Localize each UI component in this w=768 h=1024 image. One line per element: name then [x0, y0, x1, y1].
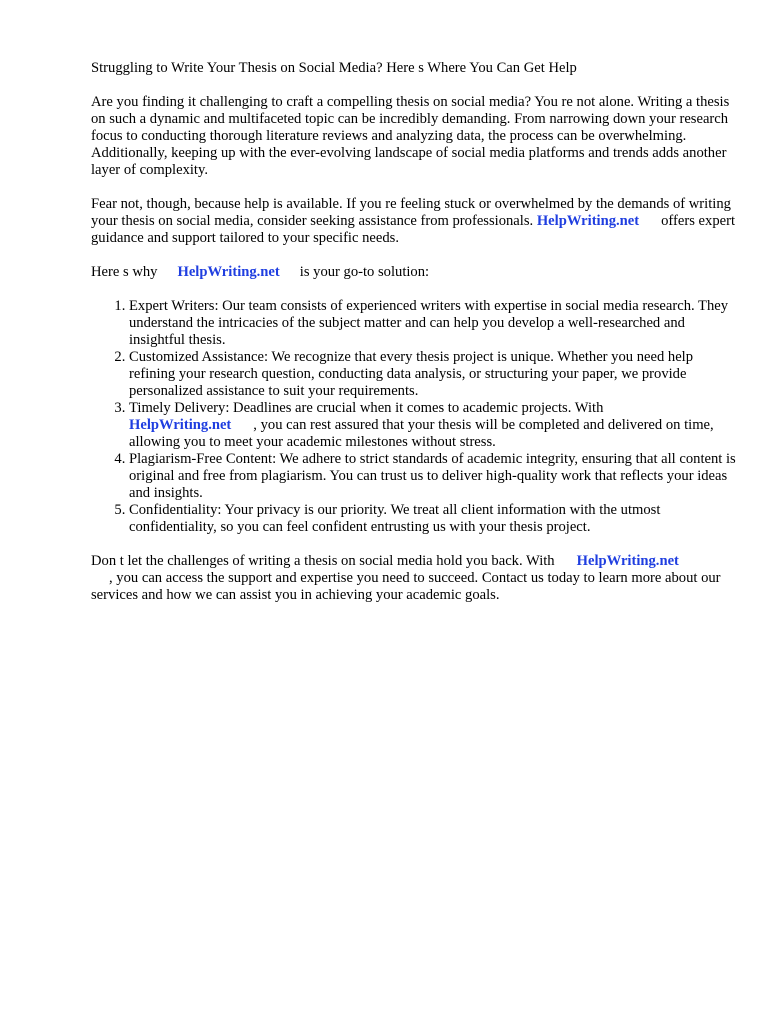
list-item: [129, 400, 736, 451]
list-item-text: Expert Writers: Our team consists of experienced writers with expertise in social media research. They understand the intricacies of the subject matter and can help you develop a well-researched and insightful thesis.: [129, 298, 729, 348]
closing-after: , you can access the support and expertise you need to succeed. Contact us today to learn more about our services and how we can assist you in achieving your academic goals.: [91, 570, 721, 603]
helpwriting-link[interactable]: HelpWriting.net: [129, 417, 232, 433]
help-paragraph-text: Fear not, though, because help is available. If you re feeling stuck or overwhelmed by the demands of writing your thesis on social media, consider seeking assistance from professionals.: [91, 196, 731, 229]
helpwriting-link[interactable]: HelpWriting.net: [536, 213, 640, 229]
why-before: Here s why: [91, 264, 158, 280]
help-paragraph: [91, 196, 736, 247]
document-title: Struggling to Write Your Thesis on Social Media? Here s Where You Can Get Help: [91, 60, 577, 76]
helpwriting-link[interactable]: HelpWriting.net: [576, 553, 679, 569]
why-paragraph: [91, 264, 736, 281]
list-item-text-after: , you can rest assured that your thesis will be completed and delivered on time, allowing you to meet your academic milestones without stress.: [129, 417, 714, 450]
help-paragraph-after: offers expert guidance and support tailored to your specific needs.: [91, 213, 736, 246]
list-item: [129, 349, 736, 400]
benefits-list: [91, 298, 736, 536]
closing-paragraph: [91, 553, 736, 604]
intro-paragraph: Are you finding it challenging to craft a compelling thesis on social media? You re not alone. Writing a thesis on such a dynamic and multifaceted topic can be incredibly demanding. From narrowing down your research focus to conducting thorough literature reviews and analyzing data, the process can be overwhelming. Additionally, keeping up with the ever-evolving landscape of social media platforms and trends adds another layer of complexity.: [91, 94, 730, 178]
list-item-text: Plagiarism-Free Content: We adhere to strict standards of academic integrity, ensuring that all content is original and free from plagiarism. You can trust us to deliver high-quality work that reflects your ideas and insights.: [129, 451, 736, 501]
list-item: [129, 451, 736, 502]
list-item-text: Customized Assistance: We recognize that every thesis project is unique. Whether you need help refining your research question, conducting data analysis, or structuring your paper, we provide personalized assistance to suit your requirements.: [129, 349, 694, 399]
helpwriting-link[interactable]: HelpWriting.net: [177, 264, 280, 280]
document-page: [91, 60, 736, 621]
list-item-text: Confidentiality: Your privacy is our priority. We treat all client information with the utmost confidentiality, so you can feel confident entrusting us with your thesis project.: [129, 502, 661, 535]
why-after: is your go-to solution:: [299, 264, 430, 280]
list-item: [129, 502, 736, 536]
closing-before: Don t let the challenges of writing a thesis on social media hold you back. With: [91, 553, 555, 569]
list-item: [129, 298, 736, 349]
list-item-text: Timely Delivery: Deadlines are crucial when it comes to academic projects. With: [129, 400, 604, 416]
